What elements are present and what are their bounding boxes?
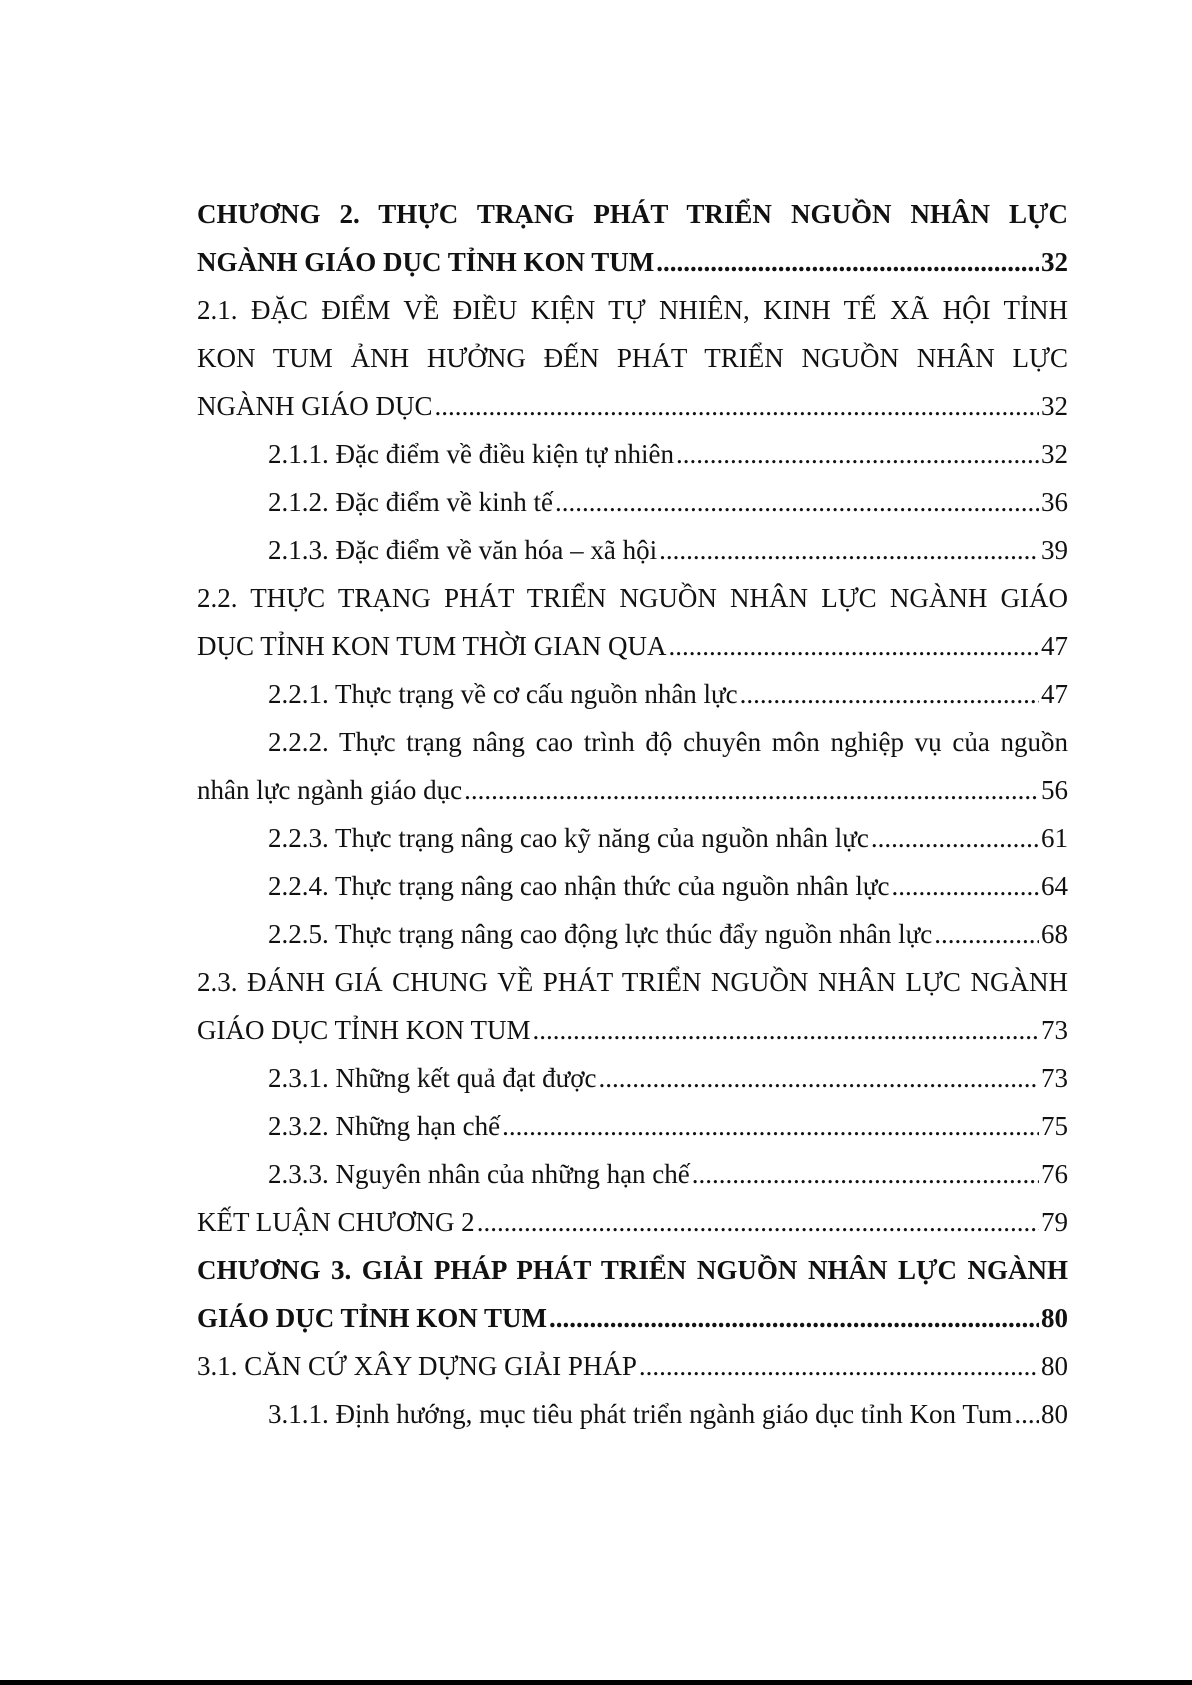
toc-entry-text: 3.1.1. Định hướng, mục tiêu phát triển ngành giáo dục tỉnh Kon Tum	[268, 1399, 1013, 1429]
toc-page-number: 47	[1041, 631, 1068, 661]
toc-entry-text: nhân lực ngành giáo dục	[197, 775, 463, 805]
toc-entry-text: 2.3. ĐÁNH GIÁ CHUNG VỀ PHÁT TRIỂN NGUỒN NHÂN LỰC NGÀNH	[197, 967, 1068, 997]
dot-leader	[533, 1006, 1040, 1054]
toc-entry-text: CHƯƠNG 3. GIẢI PHÁP PHÁT TRIỂN NGUỒN NHÂN LỰC NGÀNH	[197, 1255, 1068, 1285]
dot-leader	[502, 1102, 1039, 1150]
dot-leader	[668, 622, 1039, 670]
toc-entry-2-2-2[interactable]	[197, 718, 1068, 814]
toc-entry-2-2-3[interactable]	[197, 814, 1068, 862]
toc-entry-2-2[interactable]	[197, 574, 1068, 670]
toc-page-number: 36	[1041, 487, 1068, 517]
toc-entry-text: 2.2.5. Thực trạng nâng cao động lực thúc đẩy nguồn nhân lực	[268, 919, 933, 949]
toc-entry-2-3-2[interactable]	[197, 1102, 1068, 1150]
toc-entry-3-1-1[interactable]	[197, 1390, 1068, 1438]
toc-entry-chapter-2[interactable]	[197, 190, 1068, 286]
toc-page-number: 73	[1041, 1063, 1068, 1093]
toc-entry-text: 2.2.3. Thực trạng nâng cao kỹ năng của nguồn nhân lực	[268, 823, 869, 853]
toc-entry-text: 2.2.1. Thực trạng về cơ cấu nguồn nhân lực	[268, 679, 738, 709]
toc-entry-2-3-3[interactable]	[197, 1150, 1068, 1198]
toc-entry-text: NGÀNH GIÁO DỤC TỈNH KON TUM	[197, 247, 655, 277]
toc-page-number: 56	[1041, 775, 1068, 805]
dot-leader	[435, 382, 1040, 430]
toc-entry-2-2-1[interactable]	[197, 670, 1068, 718]
toc-page-number: 32	[1041, 391, 1068, 421]
dot-leader	[871, 814, 1039, 862]
toc-entry-2-1-1[interactable]	[197, 430, 1068, 478]
toc-entry-text: 2.1.2. Đặc điểm về kinh tế	[268, 487, 553, 517]
dot-leader	[464, 766, 1039, 814]
toc-page-number: 47	[1041, 679, 1068, 709]
toc-page-number: 68	[1041, 919, 1068, 949]
dot-leader	[639, 1342, 1039, 1390]
toc-entry-text: DỤC TỈNH KON TUM THỜI GIAN QUA	[197, 631, 667, 661]
toc-page-number: 32	[1041, 439, 1068, 469]
toc-page-number: 64	[1041, 871, 1068, 901]
toc-entry-2-3-1[interactable]	[197, 1054, 1068, 1102]
dot-leader	[549, 1294, 1039, 1342]
page-bottom-edge	[0, 1680, 1192, 1685]
toc-entry-text: 2.3.2. Những hạn chế	[268, 1111, 501, 1141]
toc-entry-2-3[interactable]	[197, 958, 1068, 1054]
dot-leader	[740, 670, 1039, 718]
toc-entry-text: 2.2.4. Thực trạng nâng cao nhận thức của nguồn nhân lực	[268, 871, 890, 901]
toc-page-number: 80	[1041, 1399, 1068, 1429]
toc-entry-3-1[interactable]	[197, 1342, 1068, 1390]
toc-page-number: 73	[1041, 1015, 1068, 1045]
dot-leader	[676, 430, 1039, 478]
toc-entry-text: GIÁO DỤC TỈNH KON TUM	[197, 1015, 531, 1045]
toc-entry-text: 2.1.3. Đặc điểm về văn hóa – xã hội	[268, 535, 658, 565]
toc-entry-text: 2.1.1. Đặc điểm về điều kiện tự nhiên	[268, 439, 675, 469]
dot-leader	[891, 862, 1039, 910]
toc-entry-2-1-3[interactable]	[197, 526, 1068, 574]
toc-entry-text: 3.1. CĂN CỨ XÂY DỰNG GIẢI PHÁP	[197, 1351, 637, 1381]
toc-entry-text: NGÀNH GIÁO DỤC	[197, 391, 433, 421]
toc-entry-chapter-2-conclusion[interactable]	[197, 1198, 1068, 1246]
dot-leader	[656, 238, 1039, 286]
dot-leader	[1014, 1390, 1039, 1438]
toc-entry-text: 2.2.2. Thực trạng nâng cao trình độ chuyên môn nghiệp vụ của nguồn	[268, 727, 1068, 757]
toc-entry-2-1[interactable]	[197, 286, 1068, 430]
toc-entry-2-1-2[interactable]	[197, 478, 1068, 526]
toc-entry-text: CHƯƠNG 2. THỰC TRẠNG PHÁT TRIỂN NGUỒN NHÂN LỰC	[197, 199, 1068, 229]
toc-page-number: 75	[1041, 1111, 1068, 1141]
toc-page-number: 79	[1041, 1207, 1068, 1237]
toc-entry-text: KON TUM ẢNH HƯỞNG ĐẾN PHÁT TRIỂN NGUỒN NHÂN LỰC	[197, 343, 1068, 373]
toc-entry-text: 2.2. THỰC TRẠNG PHÁT TRIỂN NGUỒN NHÂN LỰC NGÀNH GIÁO	[197, 583, 1068, 613]
dot-leader	[659, 526, 1039, 574]
toc-entry-text: KẾT LUẬN CHƯƠNG 2	[197, 1207, 475, 1237]
toc-entry-text: GIÁO DỤC TỈNH KON TUM	[197, 1303, 548, 1333]
toc-page-number: 39	[1041, 535, 1068, 565]
toc-entry-text: 2.1. ĐẶC ĐIỂM VỀ ĐIỀU KIỆN TỰ NHIÊN, KINH TẾ XÃ HỘI TỈNH	[197, 295, 1068, 325]
toc-entry-text: 2.3.3. Nguyên nhân của những hạn chế	[268, 1159, 690, 1189]
dot-leader	[934, 910, 1039, 958]
dot-leader	[555, 478, 1039, 526]
toc-entry-text: 2.3.1. Những kết quả đạt được	[268, 1063, 597, 1093]
toc-page-number: 61	[1041, 823, 1068, 853]
toc-entry-chapter-3[interactable]	[197, 1246, 1068, 1342]
dot-leader	[477, 1198, 1039, 1246]
dot-leader	[598, 1054, 1039, 1102]
toc-entry-2-2-5[interactable]	[197, 910, 1068, 958]
toc-page-number: 80	[1041, 1303, 1068, 1333]
table-of-contents	[197, 190, 1068, 1438]
dot-leader	[692, 1150, 1039, 1198]
toc-entry-2-2-4[interactable]	[197, 862, 1068, 910]
toc-page-number: 80	[1041, 1351, 1068, 1381]
toc-page-number: 32	[1041, 247, 1068, 277]
toc-page-number: 76	[1041, 1159, 1068, 1189]
